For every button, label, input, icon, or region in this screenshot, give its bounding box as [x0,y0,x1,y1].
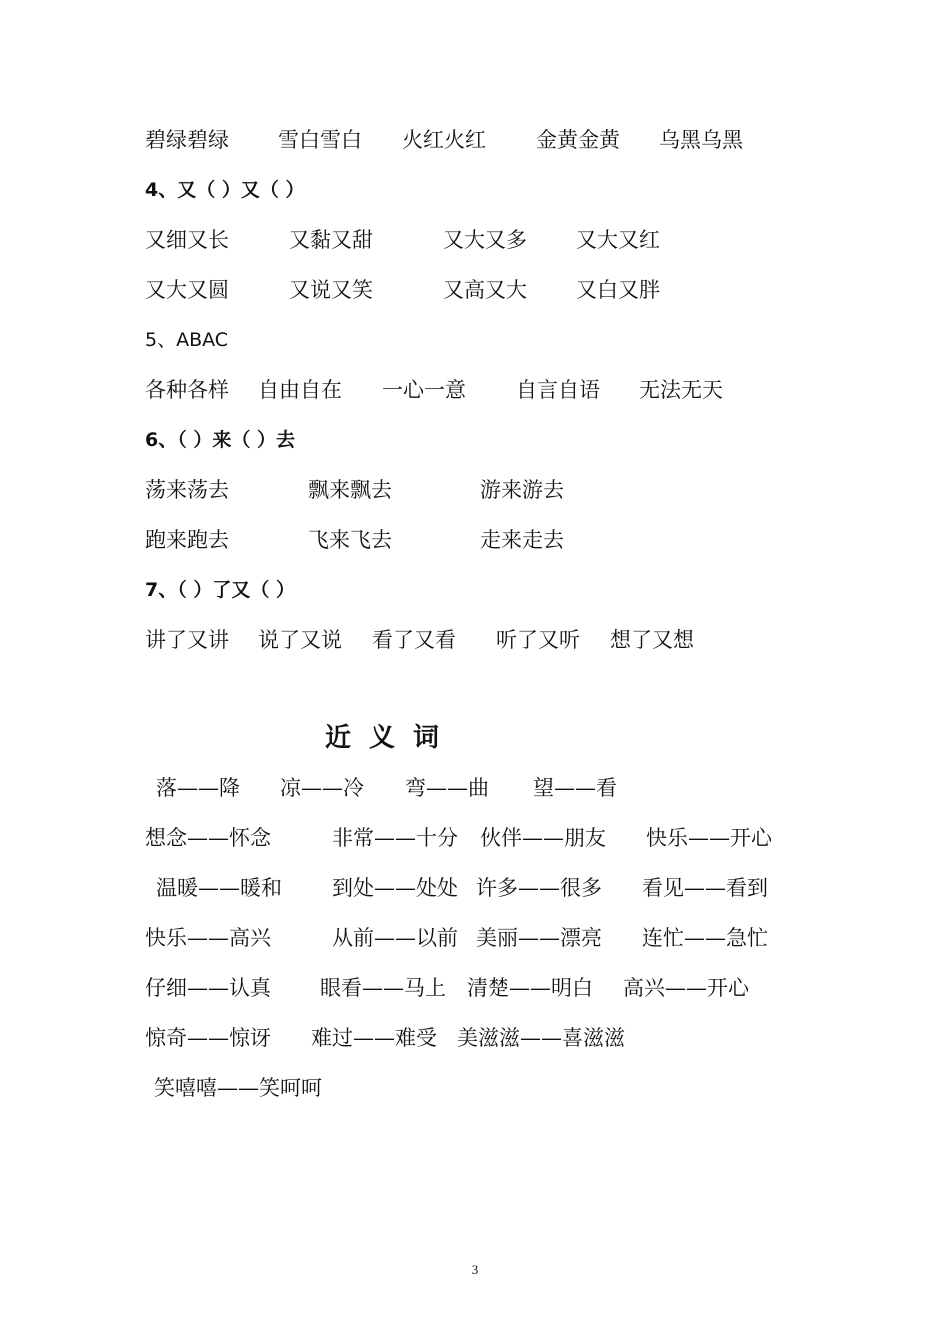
word: 又高又大 [443,278,527,302]
synonym-pair: 清楚——明白 [467,976,593,1000]
synonym-pair: 弯——曲 [405,776,489,800]
word: 火红火红 [402,128,486,152]
word: 乌黑乌黑 [659,128,743,152]
synonym-pair: 想念——怀念 [145,826,271,850]
word: 金黄金黄 [536,128,620,152]
synonym-pair: 落——降 [156,776,240,800]
synonym-pair: 凉——冷 [280,776,364,800]
word: 跑来跑去 [145,528,229,552]
synonym-pair: 笑嘻嘻——笑呵呵 [154,1076,322,1100]
heading-6: 6、（ ）来（ ）去 [145,429,295,451]
word: 又白又胖 [576,278,660,302]
synonym-pair: 快乐——高兴 [145,926,271,950]
word: 一心一意 [382,378,466,402]
page-number: 3 [471,1262,479,1277]
word: 想了又想 [610,628,694,652]
word: 听了又听 [496,628,580,652]
synonym-pair: 美滋滋——喜滋滋 [457,1026,625,1050]
word: 飘来飘去 [308,478,392,502]
synonym-pair: 惊奇——惊讶 [145,1026,271,1050]
word: 无法无天 [639,378,723,402]
synonym-pair: 从前——以前 [332,926,458,950]
word: 又大又多 [443,228,527,252]
word: 荡来荡去 [145,478,229,502]
heading-4: 4、又（ ）又（ ） [145,179,305,201]
word: 讲了又讲 [145,628,229,652]
word: 看了又看 [372,628,456,652]
synonym-pair: 美丽——漂亮 [476,926,602,950]
word: 走来走去 [480,528,564,552]
word: 自言自语 [516,378,600,402]
synonym-pair: 非常——十分 [332,826,458,850]
word: 又黏又甜 [289,228,373,252]
word: 雪白雪白 [278,128,362,152]
word: 各种各样 [145,378,229,402]
heading-7: 7、（ ）了又（ ） [145,579,295,601]
word: 说了又说 [258,628,342,652]
word: 自由自在 [258,378,342,402]
synonym-pair: 难过——难受 [311,1026,437,1050]
word: 碧绿碧绿 [145,128,229,152]
synonym-pair: 连忙——急忙 [642,926,768,950]
heading-5: 5、ABAC [145,329,229,351]
section-title: 近义词 [325,723,458,753]
synonym-pair: 到处——处处 [332,876,458,900]
word: 游来游去 [480,478,564,502]
synonym-pair: 高兴——开心 [623,976,749,1000]
synonym-pair: 许多——很多 [476,876,602,900]
word: 又大又红 [576,228,660,252]
word: 飞来飞去 [308,528,392,552]
synonym-pair: 看见——看到 [642,876,768,900]
synonym-pair: 伙伴——朋友 [480,826,606,850]
word: 又说又笑 [289,278,373,302]
synonym-pair: 眼看——马上 [320,976,446,1000]
word: 又大又圆 [145,278,229,302]
synonym-pair: 温暖——暖和 [156,876,282,900]
synonym-pair: 快乐——开心 [646,826,772,850]
word: 又细又长 [145,228,229,252]
synonym-pair: 望——看 [533,776,617,800]
synonym-pair: 仔细——认真 [145,976,271,1000]
